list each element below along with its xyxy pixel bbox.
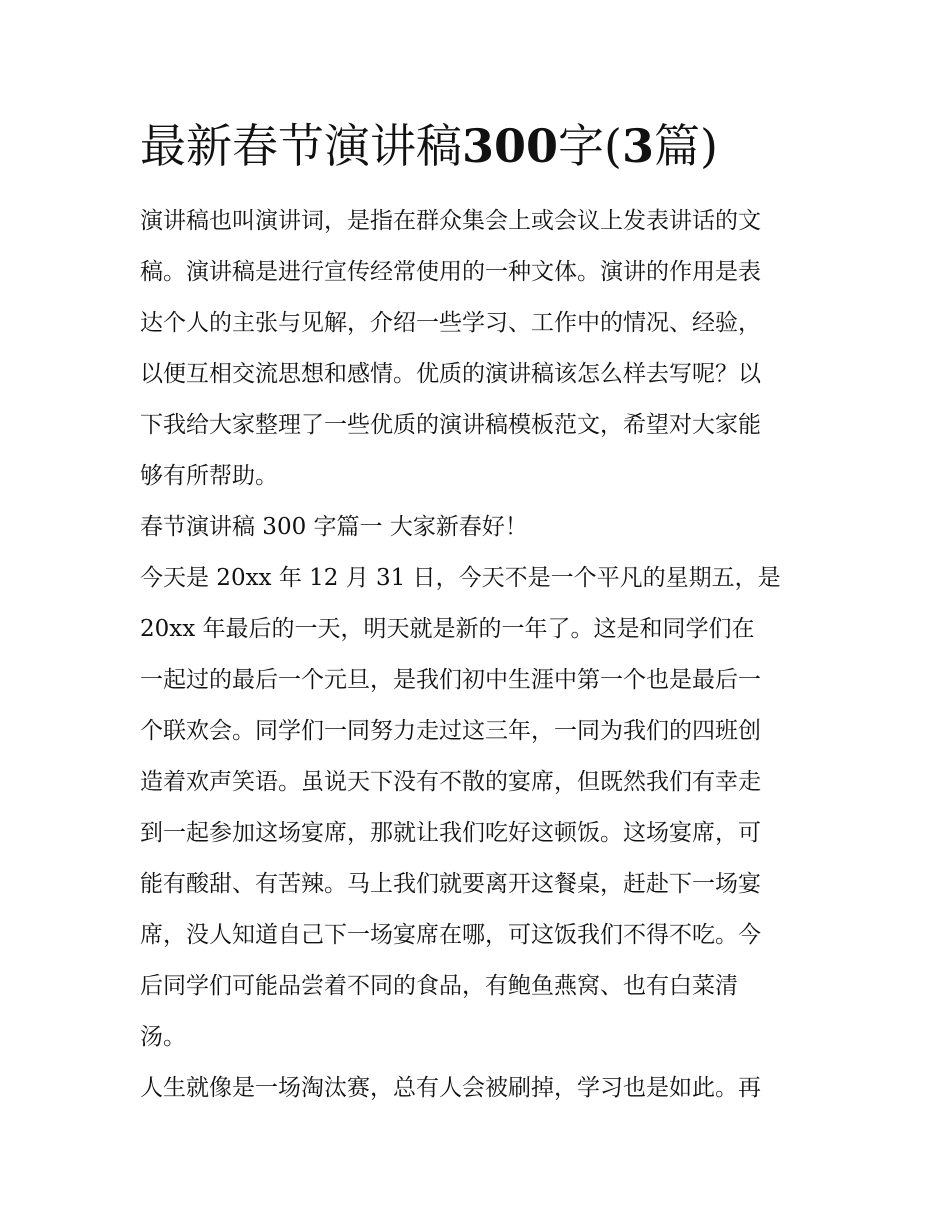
intro-line: 稿。演讲稿是进行宣传经常使用的一种文体。演讲的作用是表 xyxy=(140,259,761,285)
intro-line: 够有所帮助。 xyxy=(140,463,278,489)
intro-line: 以便互相交流思想和感情。优质的演讲稿该怎么样去写呢？以 xyxy=(140,361,761,387)
title-count: 3 xyxy=(621,119,654,173)
body-line: 一起过的最后一个元旦，是我们初中生涯中第一个也是最后一 xyxy=(140,667,761,693)
closing-line: 人生就像是一场淘汰赛，总有人会被刷掉，学习也是如此。再 xyxy=(140,1075,761,1101)
section-heading-text: 春节演讲稿 300 字篇一 大家新春好！ xyxy=(140,514,528,540)
body-line: 汤。 xyxy=(140,1024,186,1050)
body-line: 到一起参加这场宴席，那就让我们吃好这顿饭。这场宴席，可 xyxy=(140,820,761,846)
document-content xyxy=(140,112,812,1114)
body-line: 个联欢会。同学们一同努力走过这三年，一同为我们的四班创 xyxy=(140,718,761,744)
body-line: 能有酸甜、有苦辣。马上我们就要离开这餐桌，赶赴下一场宴 xyxy=(140,871,761,897)
body-paragraph xyxy=(140,553,812,1063)
intro-line: 演讲稿也叫演讲词，是指在群众集会上或会议上发表讲话的文 xyxy=(140,208,761,234)
intro-paragraph xyxy=(140,196,812,502)
body-line: 造着欢声笑语。虽说天下没有不散的宴席，但既然我们有幸走 xyxy=(140,769,761,795)
closing-paragraph xyxy=(140,1063,812,1114)
document-title xyxy=(140,112,812,180)
body-line: 后同学们可能品尝着不同的食品，有鲍鱼燕窝、也有白菜清 xyxy=(140,973,738,999)
title-number: 300 xyxy=(462,119,559,173)
body-line: 今天是 20xx 年 12 月 31 日，今天不是一个平凡的星期五，是 xyxy=(140,565,781,591)
intro-line: 达个人的主张与见解，介绍一些学习、工作中的情况、经验， xyxy=(140,310,761,336)
title-suffix: 篇) xyxy=(654,119,718,173)
intro-line: 下我给大家整理了一些优质的演讲稿模板范文，希望对大家能 xyxy=(140,412,761,438)
title-mid: 字( xyxy=(558,119,622,173)
body-line: 20xx 年最后的一天，明天就是新的一年了。这是和同学们在 xyxy=(140,616,755,642)
section-heading xyxy=(140,502,812,553)
body-line: 席，没人知道自己下一场宴席在哪，可这饭我们不得不吃。今 xyxy=(140,922,761,948)
title-prefix: 最新春节演讲稿 xyxy=(140,119,462,173)
